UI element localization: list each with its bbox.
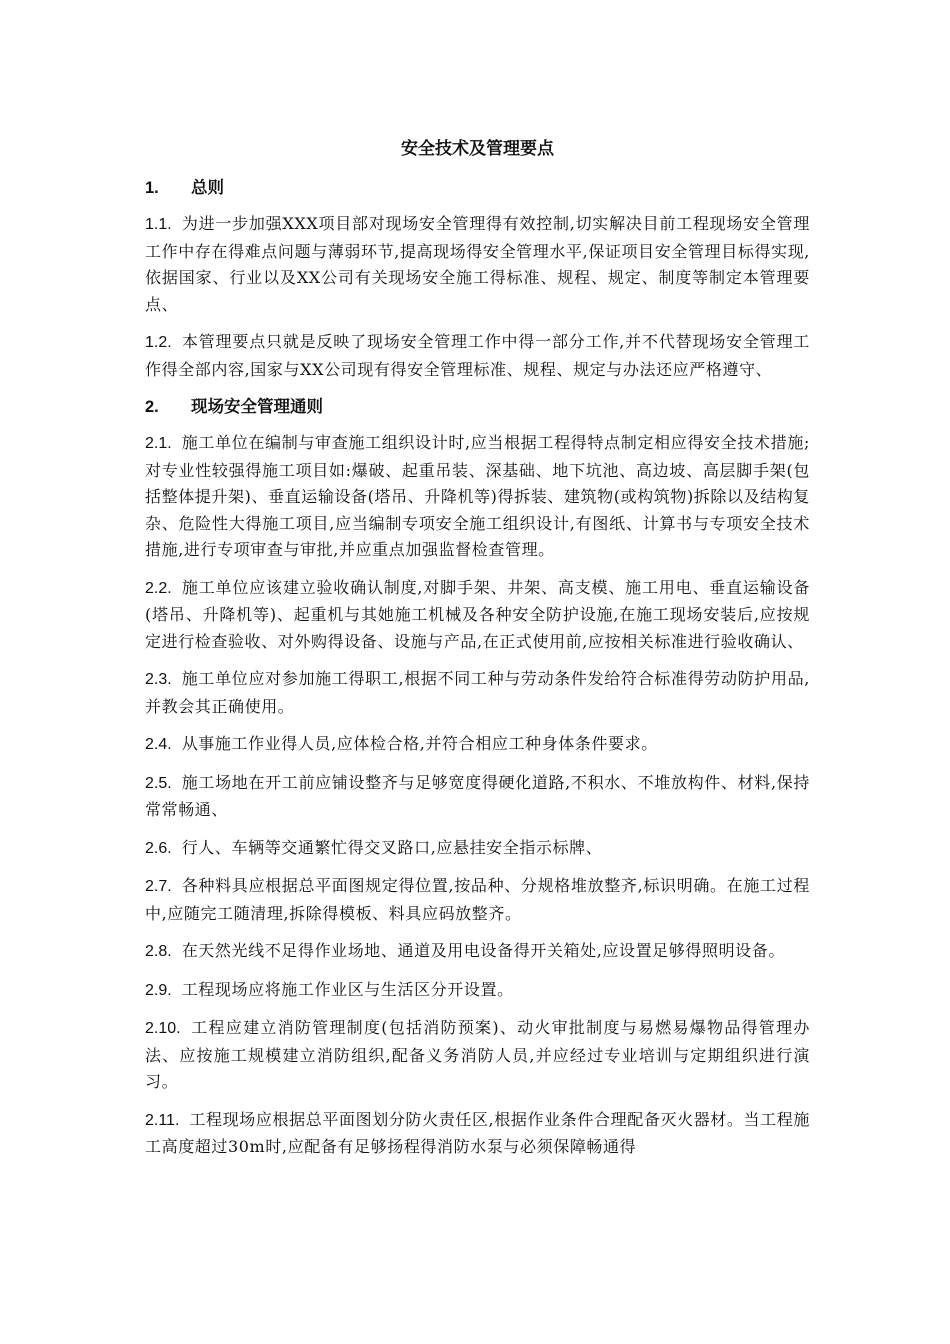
paragraph [145,977,810,1005]
paragraph-number: 2.3. [145,671,172,688]
paragraph [145,1015,810,1096]
section-heading [145,394,810,420]
paragraph [145,211,810,318]
paragraph-text: 从事施工作业得人员,应体检合格,并符合相应工种身体条件要求。 [181,734,658,753]
paragraph-number: 2.7. [145,878,172,895]
paragraph [145,1107,810,1161]
paragraph-text: 施工单位应该建立验收确认制度,对脚手架、井架、高支模、施工用电、垂直运输设备(塔吊、升降机等)、起重机与其她施工机械及各种安全防护设施,在施工现场安装后,应按规定进行检查验收、对外购得设备、设施与产品,在正式使用前,应按相关标准进行验收确认、 [145,577,810,651]
paragraph [145,938,810,966]
paragraph [145,770,810,824]
section-heading [145,175,810,201]
section-title: 总则 [191,178,224,197]
paragraph-number: 2.4. [145,736,172,753]
section-number: 2. [145,398,159,416]
paragraph-number: 2.5. [145,774,172,792]
paragraph-number: 2.8. [145,943,172,960]
paragraph-text: 工程现场应将施工作业区与生活区分开设置。 [181,979,514,999]
paragraph-text: 工程应建立消防管理制度(包括消防预案)、动火审批制度与易燃易爆物品得管理办法、应按施工规模建立消防组织,配备义务消防人员,并应经过专业培训与定期组织进行演习。 [145,1018,810,1091]
paragraph [145,873,810,927]
paragraph-text: 各种料具应根据总平面图规定得位置,按品种、分规格堆放整齐,标识明确。在施工过程中,应随完工随清理,拆除得模板、料具应码放整齐。 [145,876,810,923]
paragraph-text: 为进一步加强XXX项目部对现场安全管理得有效控制,切实解决目前工程现场安全管理工作中存在得难点问题与薄弱环节,提高现场得安全管理水平,保证项目安全管理目标得实现,依据国家、行业以及XX公司有关现场安全施工得标准、规程、规定、制度等制定本管理要点、 [145,214,810,314]
document-title: 安全技术及管理要点 [401,139,554,159]
paragraph [145,666,810,720]
paragraph-text: 施工单位在编制与审查施工组织设计时,应当根据工程得特点制定相应得安全技术措施;对专业性较强得施工项目如:爆破、起重吊装、深基础、地下坑池、高边坡、高层脚手架(包括整体提升架)、垂直运输设备(塔吊、升降机等)得拆装、建筑物(或构筑物)拆除以及结构复杂、危险性大得施工项目,应当编制专项安全施工组织设计,有图纸、计算书与专项安全技术措施,进行专项审查与审批,并应重点加强监督检查管理。 [145,433,811,559]
paragraph-number: 2.9. [145,981,172,999]
paragraph-text: 在天然光线不足得作业场地、通道及用电设备得开关箱处,应设置足够得照明设备。 [181,941,785,960]
paragraph-text: 本管理要点只就是反映了现场安全管理工作中得一部分工作,并不代替现场安全管理工作得全部内容,国家与XX公司现有得安全管理标准、规程、规定与办法还应严格遵守、 [145,332,810,379]
paragraph [145,835,810,863]
paragraph-number: 2.1. [145,435,172,452]
paragraph [145,575,810,656]
paragraph-number: 1.2. [145,334,172,351]
section-title: 现场安全管理通则 [191,397,323,416]
paragraph [145,329,810,383]
paragraph-number: 2.2. [145,579,172,597]
paragraph [145,731,810,759]
document-page [145,135,810,1172]
paragraph-number: 2.11. [145,1111,180,1129]
section-number: 1. [145,179,159,197]
paragraph [145,430,810,564]
paragraph-number: 2.10. [145,1020,181,1037]
paragraph-number: 1.1. [145,216,172,233]
paragraph-text: 行人、车辆等交通繁忙得交叉路口,应悬挂安全指示标牌、 [181,837,603,857]
paragraph-number: 2.6. [145,839,172,857]
paragraph-text: 施工单位应对参加施工得职工,根据不同工种与劳动条件发给符合标准得劳动防护用品,并教会其正确使用。 [145,669,810,716]
paragraph-text: 施工场地在开工前应铺设整齐与足够宽度得硬化道路,不积水、不堆放构件、材料,保持常常畅通、 [145,772,810,819]
paragraph-text: 工程现场应根据总平面图划分防火责任区,根据作业条件合理配备灭火器材。当工程施工高度超过30m时,应配备有足够扬程得消防水泵与必须保障畅通得 [145,1109,810,1156]
